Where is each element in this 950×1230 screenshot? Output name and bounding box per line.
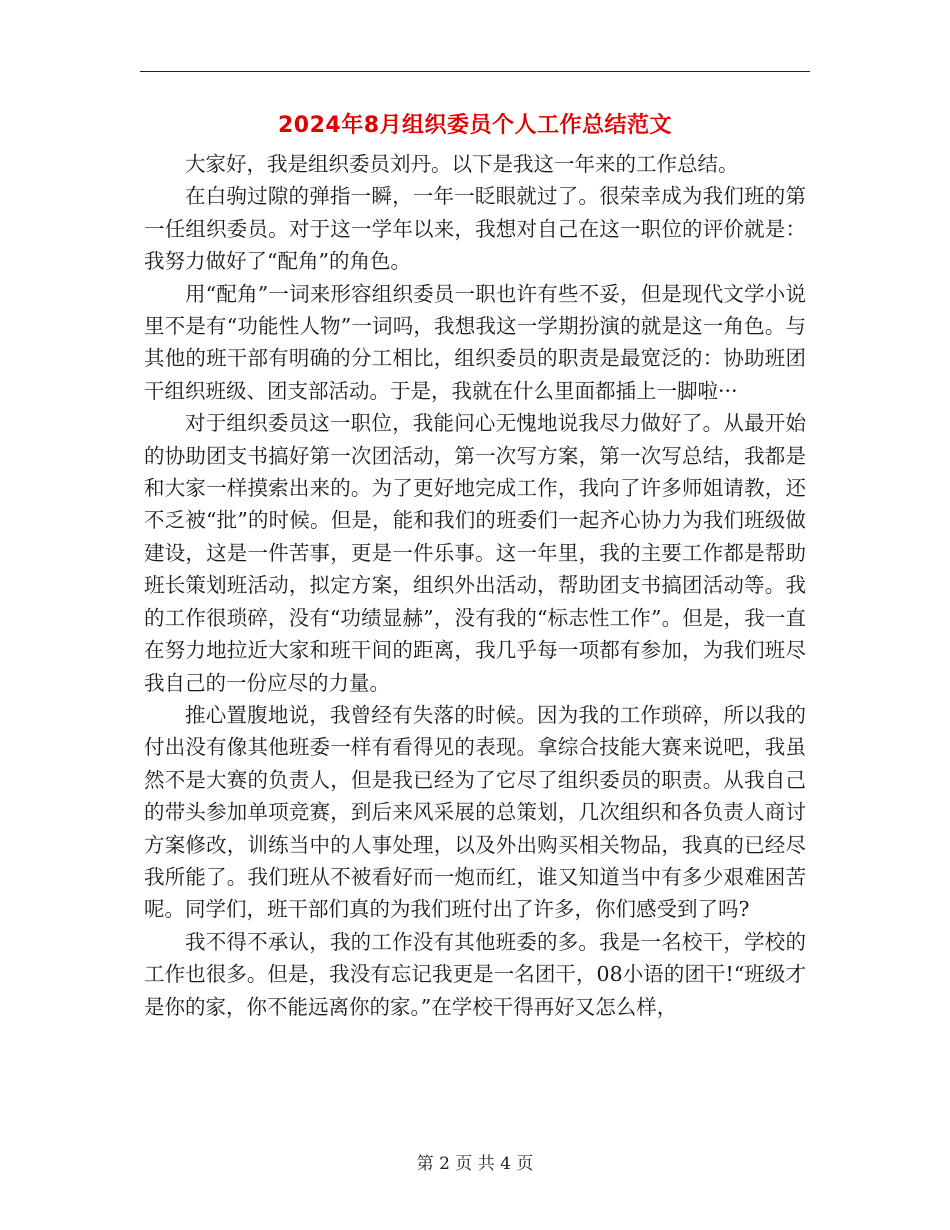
paragraph-5: 推心置腹地说，我曾经有失落的时候。因为我的工作琐碎，所以我的付出没有像其他班委一样有看得见的表现。拿综合技能大赛来说吧，我虽然不是大赛的负责人，但是我已经为了它尽了组织委员的职责。从我自己的带头参加单项竞赛，到后来风采展的总策划，几次组织和各负责人商讨方案修改，训练当中的人事处理，以及外出购买相关物品，我真的已经尽我所能了。我们班从不被看好而一炮而红，谁又知道当中有多少艰难困苦呢。同学们，班干部们真的为我们班付出了许多，你们感受到了吗?: [144, 702, 806, 922]
header-rule: [140, 71, 810, 72]
document-title: 2024年8月组织委员个人工作总结范文: [277, 113, 673, 138]
paragraph-4: 对于组织委员这一职位，我能问心无愧地说我尽力做好了。从最开始的协助团支书搞好第一次团活动，第一次写方案，第一次写总结，我都是和大家一样摸索出来的。为了更好地完成工作，我向了许多师姐请教，还不乏被“批”的时候。但是，能和我们的班委们一起齐心协力为我们班级做建设，这是一件苦事，更是一件乐事。这一年里，我的主要工作都是帮助班长策划班活动，拟定方案，组织外出活动，帮助团支书搞团活动等。我的工作很琐碎，没有“功绩显赫”，没有我的“标志性工作”。但是，我一直在努力地拉近大家和班干间的距离，我几乎每一项都有参加，为我们班尽我自己的一份应尽的力量。: [144, 411, 806, 695]
page-footer: 第 2 页 共 4 页: [416, 1154, 534, 1174]
paragraph-3: 用“配角”一词来形容组织委员一职也许有些不妥，但是现代文学小说里不是有“功能性人物”一词吗，我想我这一学期扮演的就是这一角色。与其他的班干部有明确的分工相比，组织委员的职责是最宽泛的：协助班团干组织班级、团支部活动。于是，我就在什么里面都插上一脚啦···: [144, 281, 806, 403]
paragraph-1: 大家好，我是组织委员刘丹。以下是我这一年来的工作总结。: [185, 152, 739, 176]
paragraph-2: 在白驹过隙的弹指一瞬，一年一眨眼就过了。很荣幸成为我们班的第一任组织委员。对于这一学年以来，我想对自己在这一职位的评价就是：我努力做好了“配角”的角色。: [144, 184, 806, 274]
paragraph-6: 我不得不承认，我的工作没有其他班委的多。我是一名校干，学校的工作也很多。但是，我没有忘记我更是一名团干，08小语的团干!“班级才是你的家，你不能远离你的家。”在学校干得再好又怎么样，: [144, 929, 806, 1019]
document-body: [144, 148, 806, 1023]
